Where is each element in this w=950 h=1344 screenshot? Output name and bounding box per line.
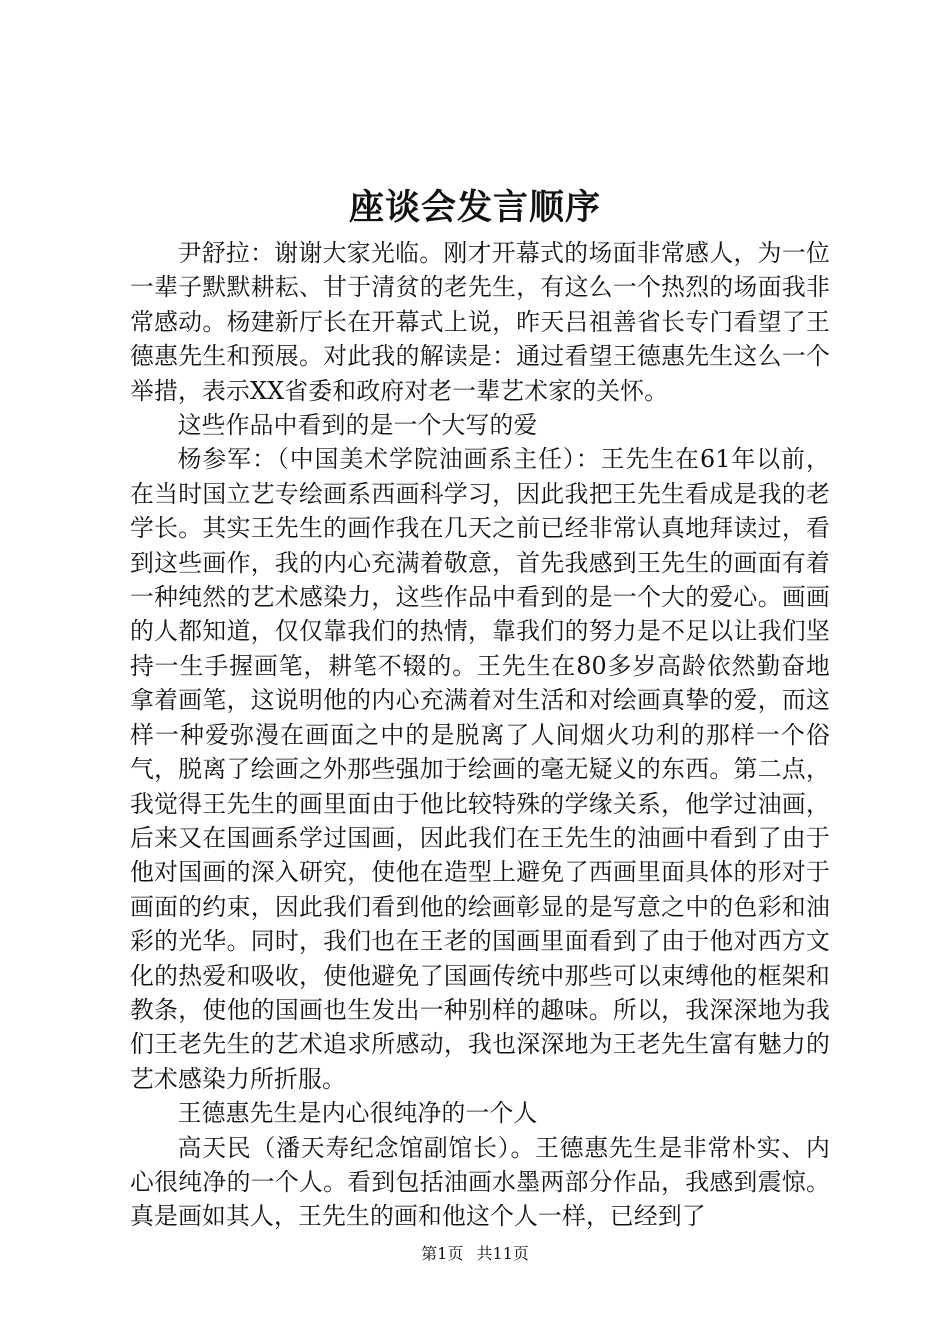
- paragraph-yang-canjun: 杨参军：（中国美术学院油画系主任）：王先生在61年以前，在当时国立艺专绘画系西画科学习，因此我把王先生看成是我的老学长。其实王先生的画作我在几天之前已经非常认真地拜读过，看到这些画作，我的内心充满着敬意，首先我感到王先生的画面有着一种纯然的艺术感染力，这些作品中看到的是一个大的爱心。画画的人都知道，仅仅靠我们的热情，靠我们的努力是不足以让我们坚持一生手握画笔，耕笔不辍的。王先生在80多岁高龄依然勤奋地拿着画笔，这说明他的内心充满着对生活和对绘画真挚的爱，而这样一种爱弥漫在画面之中的是脱离了人间烟火功利的那样一个俗气，脱离了绘画之外那些强加于绘画的毫无疑义的东西。第二点，我觉得王先生的画里面由于他比较特殊的学缘关系，他学过油画，后来又在国画系学过国画，因此我们在王先生的油画中看到了由于他对国画的深入研究，使他在造型上避免了西画里面具体的形对于画面的约束，因此我们看到他的绘画彰显的是写意之中的色彩和油彩的光华。同时，我们也在王老的国画里面看到了由于他对西方文化的热爱和吸收，使他避免了国画传统中那些可以束缚他的框架和教条，使他的国画也生发出一种别样的趣味。所以，我深深地为我们王老先生的艺术追求所感动，我也深深地为王老先生富有魅力的艺术感染力所折服。: [130, 445, 830, 1093]
- paragraph-gao-tianmin: 高天民（潘天寿纪念馆副馆长）。王德惠先生是非常朴实、内心很纯净的一个人。看到包括油画水墨两部分作品，我感到震惊。真是画如其人，王先生的画和他这个人一样，已经到了: [130, 1133, 830, 1231]
- page-number: 第1页: [421, 1244, 464, 1263]
- document-body: [130, 236, 830, 1234]
- page-footer: [0, 1243, 950, 1265]
- document-title: 座谈会发言顺序: [348, 187, 601, 228]
- page-total: 共11页: [476, 1244, 529, 1263]
- section-heading-love: 这些作品中看到的是一个大写的爱: [177, 411, 538, 440]
- paragraph-yin-shula: 尹舒拉：谢谢大家光临。刚才开幕式的场面非常感人，为一位一辈子默默耕耘、甘于清贫的老先生，有这么一个热烈的场面我非常感动。杨建新厅长在开幕式上说，昨天吕祖善省长专门看望了王德惠先生和预展。对此我的解读是：通过看望王德惠先生这么一个举措，表示XX省委和政府对老一辈艺术家的关怀。: [130, 239, 830, 405]
- section-heading-pure-heart: 王德惠先生是内心很纯净的一个人: [177, 1099, 538, 1128]
